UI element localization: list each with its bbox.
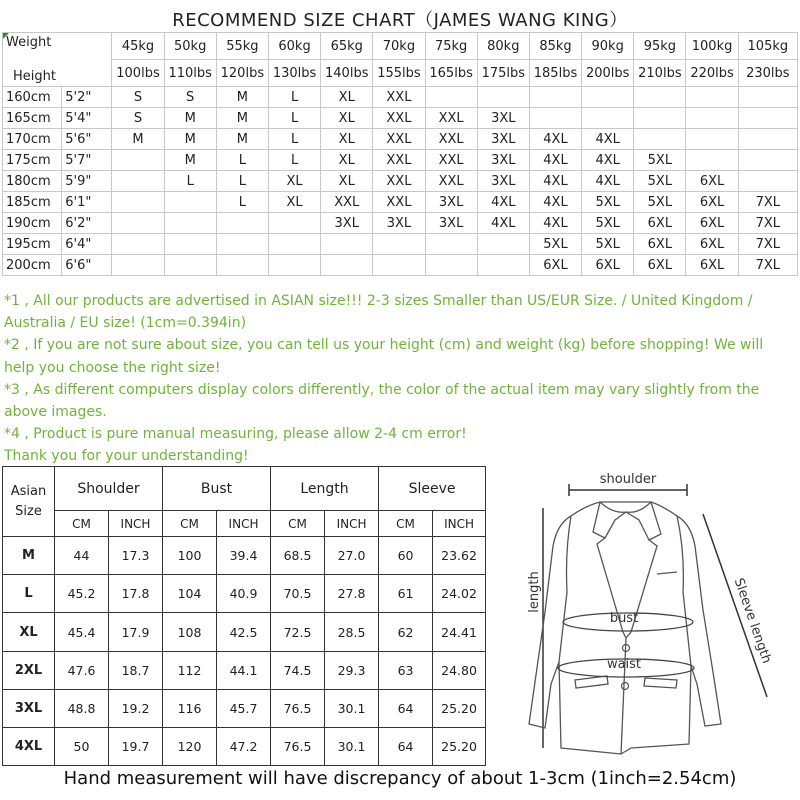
size-cell (321, 234, 373, 255)
table-row (3, 129, 798, 150)
size-cell: L (216, 150, 268, 171)
size-cell: 4XL (529, 150, 581, 171)
measure-cell: 40.9 (217, 575, 271, 613)
jacket-measurement-diagram (505, 462, 797, 767)
size-cell (164, 255, 216, 276)
button-bottom (622, 683, 629, 690)
unit-header: INCH (217, 511, 271, 537)
measure-cell: 116 (163, 689, 217, 727)
measurement-table (2, 466, 486, 766)
size-cell: 6XL (634, 213, 686, 234)
weight-kg-header: 85kg (529, 33, 581, 60)
size-cell (686, 129, 738, 150)
size-cell (425, 234, 477, 255)
asian-size-cell: L (3, 575, 55, 613)
weight-kg-header: 45kg (112, 33, 164, 60)
size-cell: L (216, 192, 268, 213)
weight-kg-header: 70kg (373, 33, 425, 60)
note-line: *2 , If you are not sure about size, you can tell us your height (cm) and weight (kg) before shopping! We will help you choose the right size! (4, 337, 764, 376)
unit-row (3, 511, 486, 537)
height-ft-cell: 5'9" (62, 171, 112, 192)
size-cell: XL (321, 108, 373, 129)
size-cell (268, 234, 320, 255)
size-cell: M (216, 108, 268, 129)
measure-cell: 19.7 (109, 727, 163, 765)
size-cell: 6XL (529, 255, 581, 276)
unit-header: INCH (109, 511, 163, 537)
size-cell (582, 108, 634, 129)
size-cell: 7XL (738, 234, 797, 255)
height-cm-cell: 190cm (3, 213, 62, 234)
corner-weight-label: Weight (6, 35, 52, 50)
measure-group-header: Shoulder (55, 467, 163, 511)
unit-header: INCH (325, 511, 379, 537)
measure-cell: 24.02 (433, 575, 486, 613)
size-cell: 7XL (738, 213, 797, 234)
size-cell: XL (268, 192, 320, 213)
size-cell: 4XL (582, 129, 634, 150)
height-cm-cell: 200cm (3, 255, 62, 276)
measure-cell: 25.20 (433, 689, 486, 727)
size-cell (686, 87, 738, 108)
measure-cell: 120 (163, 727, 217, 765)
size-cell: L (164, 171, 216, 192)
size-cell (268, 255, 320, 276)
weight-lbs-header: 165lbs (425, 60, 477, 87)
size-cell: 7XL (738, 192, 797, 213)
unit-header: CM (163, 511, 217, 537)
weight-kg-header: 50kg (164, 33, 216, 60)
size-cell: L (268, 129, 320, 150)
weight-lbs-row (3, 60, 798, 87)
size-cell: L (216, 171, 268, 192)
height-cm-cell: 180cm (3, 171, 62, 192)
size-cell: 3XL (477, 150, 529, 171)
measure-cell: 27.8 (325, 575, 379, 613)
weight-kg-row (3, 33, 798, 60)
height-cm-cell: 165cm (3, 108, 62, 129)
size-cell: XXL (425, 171, 477, 192)
height-ft-cell: 6'1" (62, 192, 112, 213)
measure-cell: 29.3 (325, 651, 379, 689)
measure-cell: 70.5 (271, 575, 325, 613)
size-cell: 5XL (529, 234, 581, 255)
unit-header: CM (379, 511, 433, 537)
measure-cell: 17.9 (109, 613, 163, 651)
size-cell (634, 108, 686, 129)
unit-header: INCH (433, 511, 486, 537)
measure-cell: 64 (379, 727, 433, 765)
size-cell (582, 87, 634, 108)
size-cell (216, 234, 268, 255)
weight-lbs-header: 230lbs (738, 60, 797, 87)
weight-lbs-header: 185lbs (529, 60, 581, 87)
size-cell: 3XL (425, 213, 477, 234)
measure-cell: 45.2 (55, 575, 109, 613)
size-cell (738, 129, 797, 150)
table-row (3, 575, 486, 613)
size-cell: XL (321, 171, 373, 192)
measure-cell: 42.5 (217, 613, 271, 651)
size-cell (738, 150, 797, 171)
size-cell (112, 192, 164, 213)
size-cell (112, 150, 164, 171)
size-cell: M (216, 129, 268, 150)
weight-kg-header: 90kg (582, 33, 634, 60)
size-cell: S (112, 87, 164, 108)
size-cell (373, 234, 425, 255)
measure-cell: 17.3 (109, 537, 163, 575)
size-cell (164, 234, 216, 255)
measure-cell: 112 (163, 651, 217, 689)
measure-cell: 30.1 (325, 727, 379, 765)
size-cell: XL (321, 129, 373, 150)
size-cell: 6XL (634, 234, 686, 255)
measure-cell: 19.2 (109, 689, 163, 727)
sleeve-label: Sleeve length (730, 576, 774, 666)
measure-cell: 74.5 (271, 651, 325, 689)
weight-kg-header: 105kg (738, 33, 797, 60)
measure-cell: 44.1 (217, 651, 271, 689)
size-cell: 3XL (477, 108, 529, 129)
size-cell: XL (321, 87, 373, 108)
measure-cell: 63 (379, 651, 433, 689)
size-cell: XL (321, 150, 373, 171)
table-row (3, 651, 486, 689)
weight-lbs-header: 140lbs (321, 60, 373, 87)
measure-cell: 45.4 (55, 613, 109, 651)
size-cell: 6XL (686, 255, 738, 276)
size-cell: L (268, 150, 320, 171)
measure-cell: 108 (163, 613, 217, 651)
weight-kg-header: 75kg (425, 33, 477, 60)
table-row (3, 87, 798, 108)
size-cell: S (112, 108, 164, 129)
size-cell: 7XL (738, 255, 797, 276)
size-cell (164, 213, 216, 234)
note-line: Thank you for your understanding! (4, 448, 249, 465)
size-cell: XL (268, 171, 320, 192)
measure-cell: 61 (379, 575, 433, 613)
chart-title: RECOMMEND SIZE CHART（JAMES WANG KING） (172, 10, 628, 31)
asian-size-cell: XL (3, 613, 55, 651)
table-row (3, 613, 486, 651)
measure-cell: 18.7 (109, 651, 163, 689)
measure-cell: 25.20 (433, 727, 486, 765)
height-cm-cell: 195cm (3, 234, 62, 255)
size-cell (529, 108, 581, 129)
size-cell: 6XL (686, 171, 738, 192)
size-cell: 4XL (582, 150, 634, 171)
height-cm-cell: 160cm (3, 87, 62, 108)
measure-cell: 30.1 (325, 689, 379, 727)
weight-lbs-header: 100lbs (112, 60, 164, 87)
size-cell: 5XL (634, 192, 686, 213)
size-cell: XXL (373, 150, 425, 171)
measure-cell: 44 (55, 537, 109, 575)
measure-cell: 23.62 (433, 537, 486, 575)
weight-lbs-header: 110lbs (164, 60, 216, 87)
size-cell: 3XL (373, 213, 425, 234)
size-cell (477, 255, 529, 276)
table-row (3, 150, 798, 171)
measure-cell: 76.5 (271, 727, 325, 765)
size-cell (112, 234, 164, 255)
length-label: length (527, 571, 542, 613)
measure-cell: 39.4 (217, 537, 271, 575)
size-cell (738, 171, 797, 192)
size-cell (164, 192, 216, 213)
asian-size-cell: 4XL (3, 727, 55, 765)
measure-cell: 76.5 (271, 689, 325, 727)
asian-size-cell: 3XL (3, 689, 55, 727)
size-cell: 6XL (686, 213, 738, 234)
size-cell: 3XL (477, 171, 529, 192)
footer-note: Hand measurement will have discrepancy of about 1-3cm (1inch=2.54cm) (63, 768, 737, 789)
table-row (3, 171, 798, 192)
size-cell: 5XL (634, 171, 686, 192)
size-cell: 4XL (529, 192, 581, 213)
size-cell: 3XL (425, 192, 477, 213)
table-row (3, 108, 798, 129)
size-cell: 4XL (529, 129, 581, 150)
table-row (3, 255, 798, 276)
weight-height-corner (3, 33, 112, 87)
size-cell: L (268, 87, 320, 108)
height-cm-cell: 170cm (3, 129, 62, 150)
measure-cell: 68.5 (271, 537, 325, 575)
size-cell (425, 87, 477, 108)
size-cell: 4XL (529, 171, 581, 192)
size-cell (686, 108, 738, 129)
size-cell (425, 255, 477, 276)
table-row (3, 727, 486, 765)
size-cell (321, 255, 373, 276)
size-cell: 6XL (634, 255, 686, 276)
note-line: *3 , As different computers display colors differently, the color of the actual item may vary slightly from the above images. (4, 381, 760, 421)
height-ft-cell: 5'6" (62, 129, 112, 150)
jacket-outline (529, 502, 721, 754)
measure-cell: 28.5 (325, 613, 379, 651)
size-cell: M (164, 150, 216, 171)
size-cell: M (216, 87, 268, 108)
measure-cell: 17.8 (109, 575, 163, 613)
measure-cell: 24.80 (433, 651, 486, 689)
measure-cell: 24.41 (433, 613, 486, 651)
size-cell (112, 171, 164, 192)
height-ft-cell: 6'4" (62, 234, 112, 255)
size-cell: 6XL (686, 234, 738, 255)
measure-cell: 72.5 (271, 613, 325, 651)
size-cell: 4XL (582, 171, 634, 192)
unit-header: CM (55, 511, 109, 537)
unit-header: CM (271, 511, 325, 537)
measure-cell: 50 (55, 727, 109, 765)
size-cell: XXL (425, 108, 477, 129)
weight-kg-header: 95kg (634, 33, 686, 60)
measure-cell: 45.7 (217, 689, 271, 727)
size-cell: XXL (321, 192, 373, 213)
measure-cell: 100 (163, 537, 217, 575)
size-cell (373, 255, 425, 276)
measure-group-header: Length (271, 467, 379, 511)
measure-group-header: Bust (163, 467, 271, 511)
size-cell: 3XL (321, 213, 373, 234)
measure-cell: 47.6 (55, 651, 109, 689)
size-cell: 5XL (634, 150, 686, 171)
waist-label: waist (606, 657, 642, 672)
size-cell: XXL (425, 150, 477, 171)
notes-block (4, 290, 796, 468)
note-line: *4 , Product is pure manual measuring, please allow 2-4 cm error! (4, 426, 467, 443)
measure-group-row (3, 467, 486, 511)
recommend-size-table (2, 32, 798, 276)
height-ft-cell: 6'2" (62, 213, 112, 234)
size-cell: 6XL (582, 255, 634, 276)
size-cell: 5XL (582, 192, 634, 213)
weight-lbs-header: 200lbs (582, 60, 634, 87)
asian-size-cell: M (3, 537, 55, 575)
measure-cell: 104 (163, 575, 217, 613)
size-cell (268, 213, 320, 234)
size-cell: S (164, 87, 216, 108)
asian-size-cell: 2XL (3, 651, 55, 689)
weight-kg-header: 60kg (268, 33, 320, 60)
weight-kg-header: 65kg (321, 33, 373, 60)
bust-label: bust (609, 611, 639, 626)
height-ft-cell: 5'7" (62, 150, 112, 171)
size-cell: 6XL (686, 192, 738, 213)
weight-lbs-header: 210lbs (634, 60, 686, 87)
weight-kg-header: 80kg (477, 33, 529, 60)
table-row (3, 234, 798, 255)
measure-cell: 47.2 (217, 727, 271, 765)
size-cell (686, 150, 738, 171)
size-cell (529, 87, 581, 108)
weight-lbs-header: 130lbs (268, 60, 320, 87)
size-cell: XXL (425, 129, 477, 150)
size-cell (634, 87, 686, 108)
weight-lbs-header: 220lbs (686, 60, 738, 87)
size-cell (216, 255, 268, 276)
size-cell: XXL (373, 87, 425, 108)
measure-cell: 62 (379, 613, 433, 651)
size-cell (112, 213, 164, 234)
asian-size-header: Asian Size (3, 467, 55, 537)
shoulder-label: shoulder (599, 472, 657, 487)
size-cell (738, 108, 797, 129)
height-ft-cell: 5'4" (62, 108, 112, 129)
note-line: *1 , All our products are advertised in ASIAN size!!! 2-3 sizes Smaller than US/EUR Size. / United Kingdom / Australia / EU size! (1cm=0.394in) (4, 293, 753, 332)
size-cell: 3XL (477, 129, 529, 150)
weight-lbs-header: 155lbs (373, 60, 425, 87)
table-row (3, 213, 798, 234)
table-row (3, 192, 798, 213)
height-cm-cell: 185cm (3, 192, 62, 213)
weight-kg-header: 55kg (216, 33, 268, 60)
measure-cell: 60 (379, 537, 433, 575)
size-cell: XXL (373, 129, 425, 150)
measure-cell: 48.8 (55, 689, 109, 727)
size-cell: M (112, 129, 164, 150)
size-cell: XXL (373, 192, 425, 213)
corner-height-label: Height (13, 69, 56, 84)
size-cell: XXL (373, 108, 425, 129)
size-cell (477, 234, 529, 255)
measure-cell: 27.0 (325, 537, 379, 575)
weight-lbs-header: 175lbs (477, 60, 529, 87)
size-cell (738, 87, 797, 108)
table-row (3, 537, 486, 575)
height-ft-cell: 6'6" (62, 255, 112, 276)
weight-lbs-header: 120lbs (216, 60, 268, 87)
size-cell: 4XL (477, 192, 529, 213)
size-cell (634, 129, 686, 150)
measure-group-header: Sleeve (379, 467, 486, 511)
table-row (3, 689, 486, 727)
size-cell: M (164, 129, 216, 150)
measure-cell: 64 (379, 689, 433, 727)
size-cell: M (164, 108, 216, 129)
size-cell: 5XL (582, 213, 634, 234)
size-cell: L (268, 108, 320, 129)
height-cm-cell: 175cm (3, 150, 62, 171)
size-cell (477, 87, 529, 108)
size-cell (216, 213, 268, 234)
size-cell (112, 255, 164, 276)
size-cell: 5XL (582, 234, 634, 255)
size-cell: 4XL (477, 213, 529, 234)
size-cell: XXL (373, 171, 425, 192)
size-cell: 4XL (529, 213, 581, 234)
weight-kg-header: 100kg (686, 33, 738, 60)
height-ft-cell: 5'2" (62, 87, 112, 108)
